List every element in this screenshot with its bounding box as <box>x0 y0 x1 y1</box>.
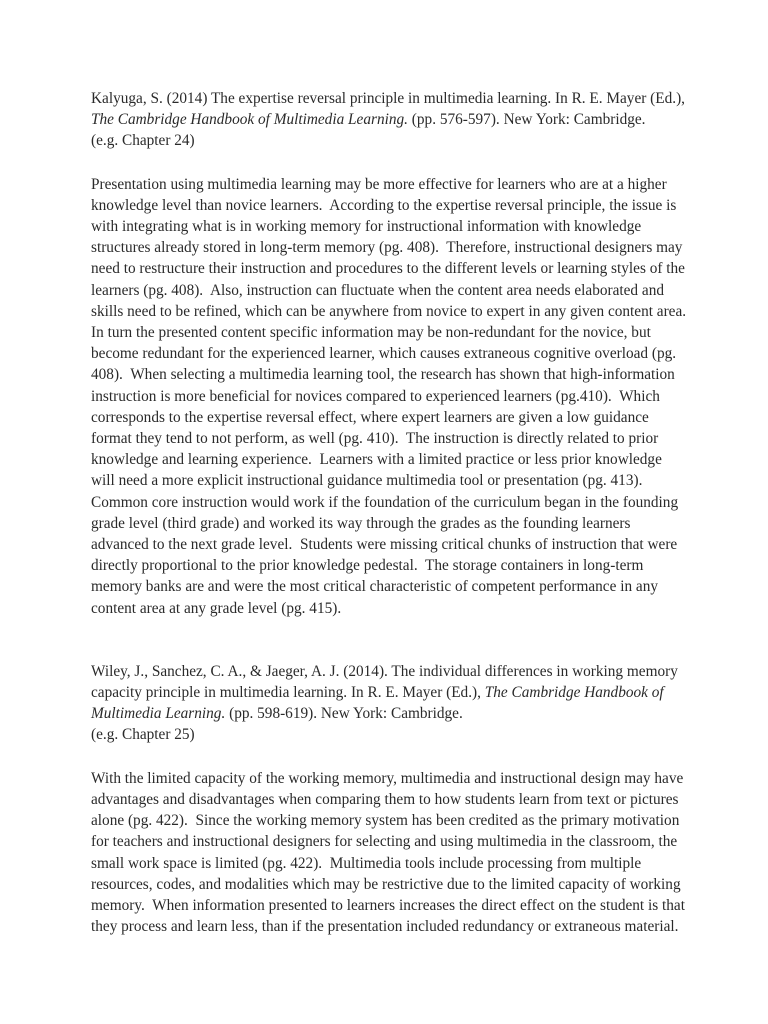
paragraph-line: With the limited capacity of the working memory, multimedia and instructional design may have <box>91 769 684 787</box>
paragraph-line: knowledge level than novice learners. According to the expertise reversal principle, the issue is <box>91 196 677 214</box>
summary-paragraph-1 <box>91 174 691 619</box>
paragraph-line: skills need to be refined, which can be anywhere from novice to expert in any given content area. <box>91 302 687 320</box>
paragraph-line: Presentation using multimedia learning may be more effective for learners who are at a higher <box>91 175 667 193</box>
reference-line <box>91 109 691 130</box>
reference-line: Wiley, J., Sanchez, C. A., & Jaeger, A. J. (2014). The individual differences in working memory <box>91 662 678 680</box>
paragraph-line: memory. When information presented to learners increases the direct effect on the student is that <box>91 896 685 914</box>
paragraph-line: for teachers and instructional designers for selecting and using multimedia in the classroom, the <box>91 833 678 851</box>
chapter-note: (e.g. Chapter 25) <box>91 726 195 744</box>
chapter-note: (e.g. Chapter 24) <box>91 132 195 150</box>
paragraph-line: instruction is more beneficial for novices compared to experienced learners (pg.410). Which <box>91 387 660 405</box>
paragraph-line: format they tend to not perform, as well (pg. 410). The instruction is directly related to prior <box>91 430 659 448</box>
reference-line <box>91 682 691 703</box>
paragraph-line: resources, codes, and modalities which may be restrictive due to the limited capacity of working <box>91 875 681 893</box>
paragraph-line: structures already stored in long-term memory (pg. 408). Therefore, instructional designers may <box>91 239 683 257</box>
paragraph-line: learners (pg. 408). Also, instruction can fluctuate when the content area needs elaborated and <box>91 281 664 299</box>
paragraph-line: content area at any grade level (pg. 415). <box>91 599 342 617</box>
reference-pages: (pp. 576-597). New York: Cambridge. <box>407 111 646 129</box>
paragraph-line: will need a more explicit instructional guidance multimedia tool or presentation (pg. 413). <box>91 472 643 490</box>
reference-wiley <box>91 661 691 746</box>
summary-paragraph-2 <box>91 768 691 938</box>
paragraph-line: corresponds to the expertise reversal effect, where expert learners are given a low guidance <box>91 408 649 426</box>
paragraph-line: 408). When selecting a multimedia learning tool, the research has shown that high-information <box>91 366 675 384</box>
paragraph-line: knowledge and learning experience. Learners with a limited practice or less prior knowledge <box>91 451 662 469</box>
book-title-continued: Multimedia Learning. <box>91 705 226 723</box>
paragraph-line: In turn the presented content specific information may be non-redundant for the novice, but <box>91 324 651 342</box>
paragraph-line: Common core instruction would work if the foundation of the curriculum began in the founding <box>91 493 679 511</box>
reference-line: Kalyuga, S. (2014) The expertise reversal principle in multimedia learning. In R. E. Mayer (Ed.), <box>91 90 685 107</box>
paragraph-line: need to restructure their instruction and procedures to the different levels or learning styles of the <box>91 260 685 278</box>
reference-kalyuga <box>91 88 691 152</box>
paragraph-line: advantages and disadvantages when comparing them to how students learn from text or pictures <box>91 790 679 808</box>
reference-text: capacity principle in multimedia learning. In R. E. Mayer (Ed.), <box>91 684 485 702</box>
paragraph-line: become redundant for the experienced learner, which causes extraneous cognitive overload (pg. <box>91 345 677 363</box>
reference-line <box>91 703 691 724</box>
document-page <box>91 88 691 937</box>
paragraph-line: small work space is limited (pg. 422). Multimedia tools include processing from multiple <box>91 854 642 872</box>
paragraph-line: directly proportional to the prior knowledge pedestal. The storage containers in long-term <box>91 557 644 575</box>
paragraph-line: alone (pg. 422). Since the working memory system has been credited as the primary motivation <box>91 812 680 830</box>
reference-pages: (pp. 598-619). New York: Cambridge. <box>225 705 463 723</box>
book-title: The Cambridge Handbook of <box>484 684 664 702</box>
paragraph-line: they process and learn less, than if the presentation included redundancy or extraneous material. <box>91 918 679 936</box>
paragraph-line: memory banks are and were the most critical characteristic of competent performance in any <box>91 578 659 596</box>
paragraph-line: advanced to the next grade level. Students were missing critical chunks of instruction that were <box>91 536 678 554</box>
paragraph-line: with integrating what is in working memory for instructional information with knowledge <box>91 218 642 236</box>
paragraph-line: grade level (third grade) and worked its way through the grades as the founding learners <box>91 514 631 532</box>
book-title: The Cambridge Handbook of Multimedia Learning. <box>91 111 408 129</box>
